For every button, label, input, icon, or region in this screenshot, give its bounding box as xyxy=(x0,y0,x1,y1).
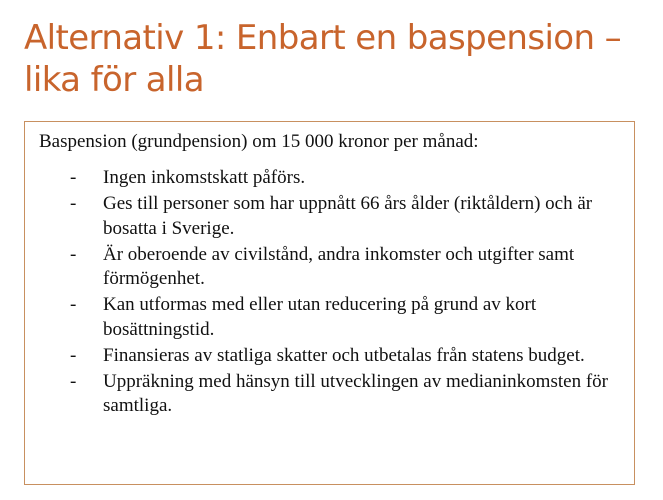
list-item xyxy=(25,370,615,419)
bullet-dash: - xyxy=(70,243,77,265)
bullet-dash: - xyxy=(70,294,77,315)
slide-title: Alternativ 1: Enbart en baspension – lika för alla xyxy=(24,18,622,100)
bullet-list xyxy=(25,166,615,420)
bullet-dash: - xyxy=(70,344,77,366)
intro-text: Baspension (grundpension) om 15 000 kronor per månad: xyxy=(39,131,479,152)
list-item xyxy=(25,344,615,369)
list-item-text: Ges till personer som har uppnått 66 års ålder (riktåldern) och är bosatta i Sverige. xyxy=(103,193,593,239)
list-item xyxy=(25,166,615,191)
list-item-text: Uppräkning med hänsyn till utvecklingen av medianinkomsten för samtliga. xyxy=(103,370,608,416)
content-box xyxy=(24,121,635,485)
list-item xyxy=(25,293,615,342)
list-item-text: Kan utformas med eller utan reducering på grund av kort bosättningstid. xyxy=(103,294,537,340)
list-item-text: Finansieras av statliga skatter och utbetalas från statens budget. xyxy=(103,344,585,366)
list-item xyxy=(25,243,615,292)
list-item-text: Är oberoende av civilstånd, andra inkomster och utgifter samt förmögenhet. xyxy=(103,243,575,289)
bullet-dash: - xyxy=(70,193,77,214)
bullet-dash: - xyxy=(70,370,77,392)
bullet-dash: - xyxy=(70,167,77,188)
list-item-text: Ingen inkomstskatt påförs. xyxy=(103,167,306,188)
list-item xyxy=(25,192,615,241)
